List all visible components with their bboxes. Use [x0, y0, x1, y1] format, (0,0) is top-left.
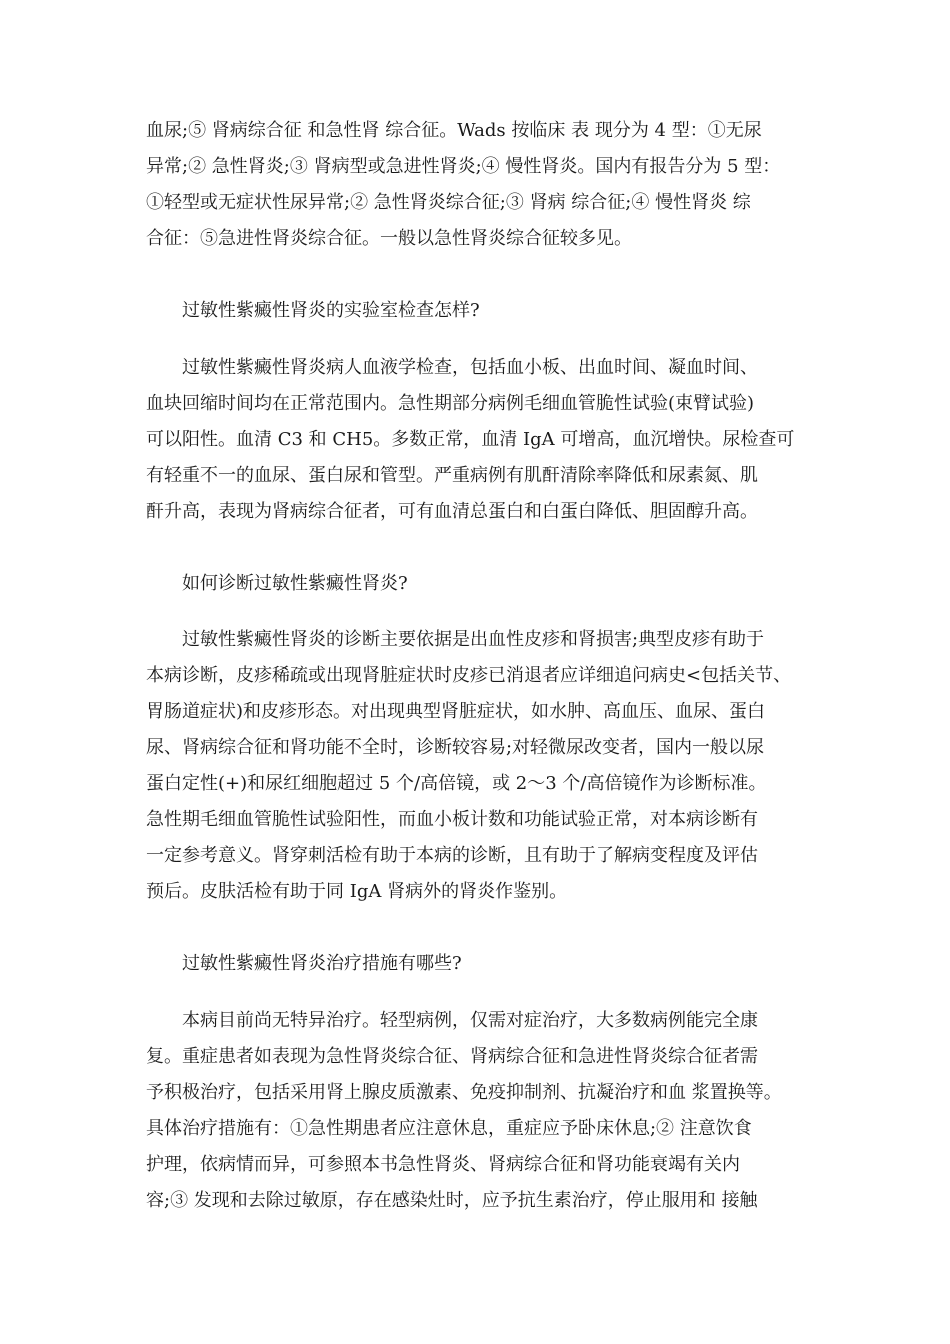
paragraph-classification: [146, 113, 826, 257]
text-line: 容;③ 发现和去除过敏原，存在感染灶时，应予抗生素治疗，停止服用和 接触: [146, 1190, 758, 1211]
text-line: 过敏性紫癜性肾炎的诊断主要依据是出血性皮疹和肾损害;典型皮疹有助于: [182, 629, 765, 650]
paragraph-treatment: [146, 1003, 826, 1219]
text-line: 胃肠道症状)和皮疹形态。对出现典型肾脏症状，如水肿、高血压、血尿、蛋白: [146, 701, 766, 722]
paragraph-diagnosis: [146, 622, 826, 910]
text-line: 尿、肾病综合征和肾功能不全时，诊断较容易;对轻微尿改变者，国内一般以尿: [146, 737, 765, 758]
text-line: 异常;② 急性肾炎;③ 肾病型或急进性肾炎;④ 慢性肾炎。国内有报告分为 5 型：: [146, 156, 781, 177]
section-heading: 如何诊断过敏性紫癜性肾炎?: [182, 573, 408, 594]
heading-lab-tests: [146, 293, 826, 329]
text-line: 本病目前尚无特异治疗。轻型病例，仅需对症治疗，大多数病例能完全康: [182, 1010, 758, 1031]
text-line: 复。重症患者如表现为急性肾炎综合征、肾病综合征和急进性肾炎综合征者需: [146, 1046, 758, 1067]
heading-treatment: [146, 946, 826, 982]
text-line: 有轻重不一的血尿、蛋白尿和管型。严重病例有肌酐清除率降低和尿素氮、肌: [146, 465, 758, 486]
text-line: 一定参考意义。肾穿刺活检有助于本病的诊断，且有助于了解病变程度及评估: [146, 845, 758, 866]
text-line: 可以阳性。血清 C3 和 CH5。多数正常，血清 IgA 可增高，血沉增快。尿检查可: [146, 429, 795, 450]
text-line: 急性期毛细血管脆性试验阳性，而血小板计数和功能试验正常，对本病诊断有: [146, 809, 758, 830]
text-line: 血尿;⑤ 肾病综合征 和急性肾 综合征。Wads 按临床 表 现分为 4 型：①无尿: [146, 120, 762, 141]
text-line: 血块回缩时间均在正常范围内。急性期部分病例毛细血管脆性试验(束臂试验): [146, 393, 755, 414]
text-line: 蛋白定性(+)和尿红细胞超过 5 个/高倍镜，或 2～3 个/高倍镜作为诊断标准。: [146, 773, 767, 794]
text-line: 具体治疗措施有：①急性期患者应注意休息，重症应予卧床休息;② 注意饮食: [146, 1118, 752, 1139]
text-line: 护理，依病情而异，可参照本书急性肾炎、肾病综合征和肾功能衰竭有关内: [146, 1154, 740, 1175]
section-heading: 过敏性紫癜性肾炎的实验室检查怎样?: [182, 300, 480, 321]
text-line: 过敏性紫癜性肾炎病人血液学检查，包括血小板、出血时间、凝血时间、: [182, 357, 758, 378]
text-line: 予积极治疗，包括采用肾上腺皮质激素、免疫抑制剂、抗凝治疗和血 浆置换等。: [146, 1082, 782, 1103]
text-line: 酐升高，表现为肾病综合征者，可有血清总蛋白和白蛋白降低、胆固醇升高。: [146, 501, 758, 522]
text-line: 预后。皮肤活检有助于同 IgA 肾病外的肾炎作鉴别。: [146, 881, 568, 902]
section-heading: 过敏性紫癜性肾炎治疗措施有哪些?: [182, 953, 462, 974]
text-line: 本病诊断，皮疹稀疏或出现肾脏症状时皮疹已消退者应详细追问病史<包括关节、: [146, 665, 792, 686]
text-line: ①轻型或无症状性尿异常;② 急性肾炎综合征;③ 肾病 综合征;④ 慢性肾炎 综: [146, 192, 751, 213]
paragraph-lab-tests: [146, 350, 826, 530]
text-line: 合征：⑤急进性肾炎综合征。一般以急性肾炎综合征较多见。: [146, 228, 632, 249]
heading-diagnosis: [146, 566, 826, 602]
